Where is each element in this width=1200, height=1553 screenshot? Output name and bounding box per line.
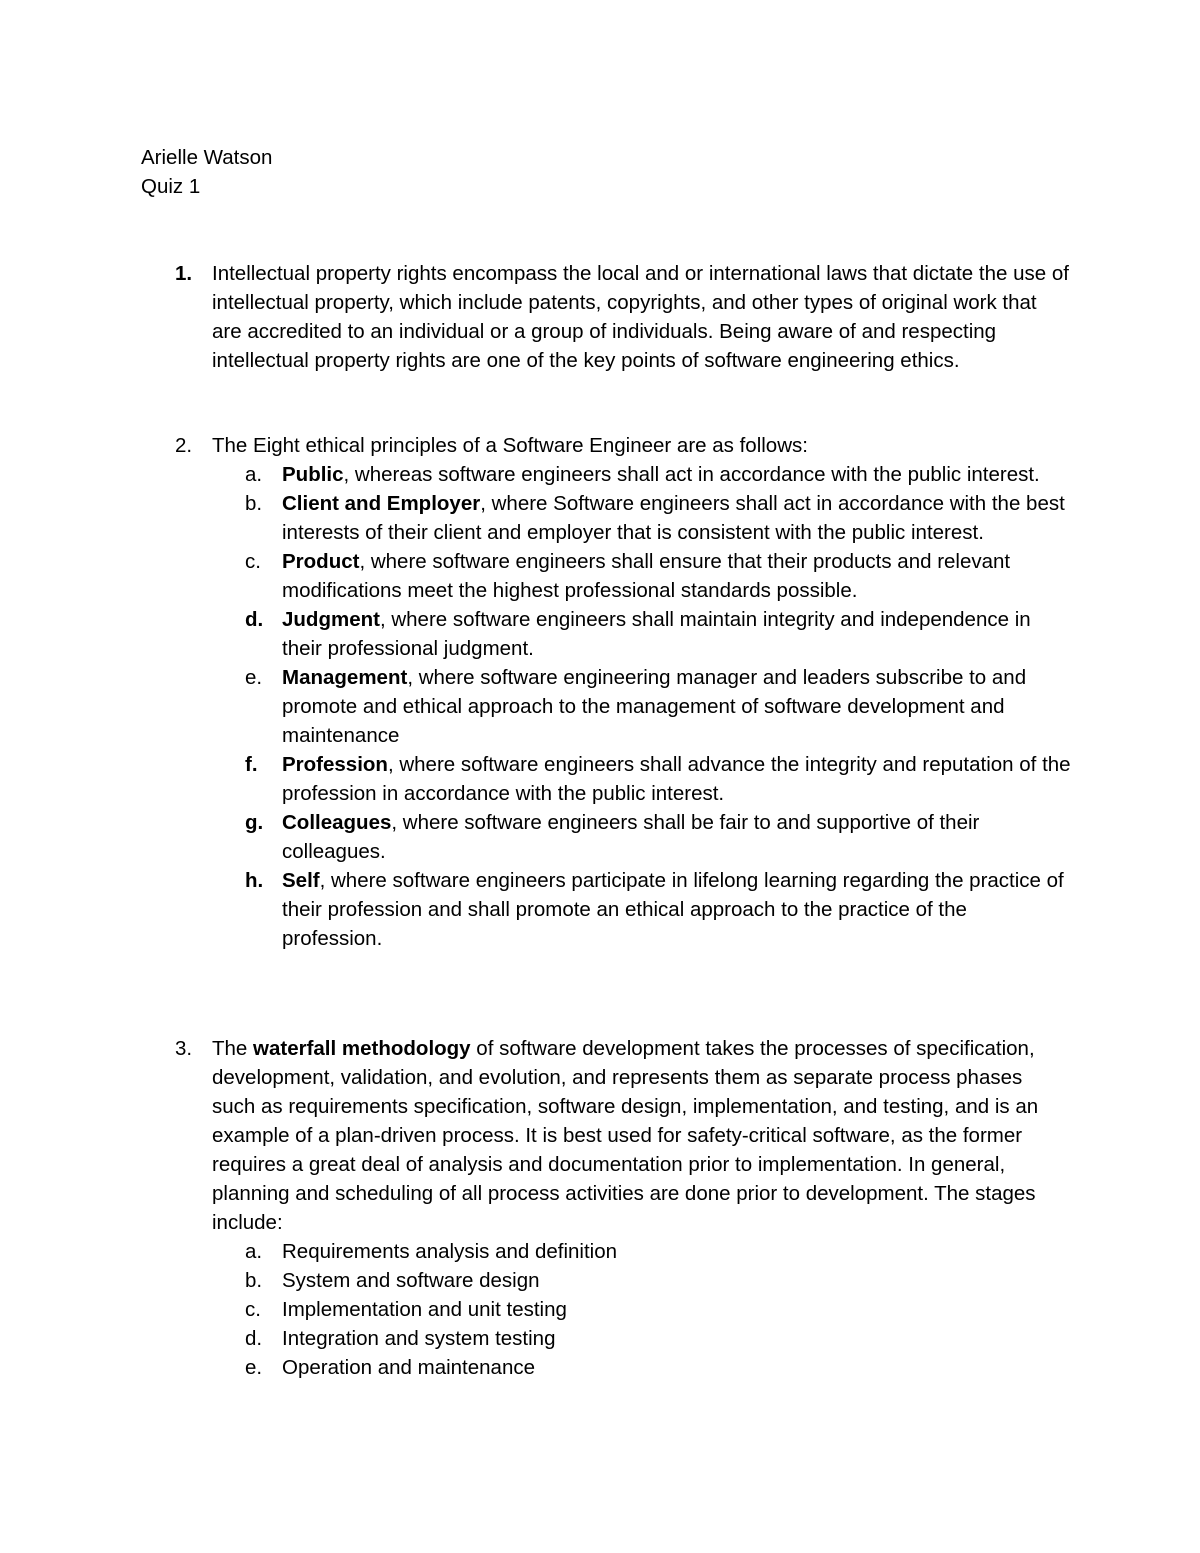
principle-term: Client and Employer [282, 492, 481, 515]
question-number: 2. [175, 434, 193, 457]
stage-text: Implementation and unit testing [282, 1298, 567, 1321]
list-item [141, 460, 1071, 489]
principle-description: , where software engineers shall ensure that their products and relevant modifications meet the highest professional standards possible. [282, 550, 1011, 602]
principle-description: , where software engineers participate in lifelong learning regarding the practice of their profession and shall promote an ethical approach to the practice of the profession. [282, 869, 1064, 950]
question-number: 3. [175, 1037, 193, 1060]
list-letter: b. [245, 492, 263, 515]
principle-term: Self [282, 869, 320, 892]
stage-text: Integration and system testing [282, 1327, 556, 1350]
principle-term: Management [282, 666, 408, 689]
principle-description: , where software engineers shall be fair to and supportive of their colleagues. [282, 811, 980, 863]
list-item [141, 489, 1071, 547]
list-item [141, 1295, 1071, 1324]
list-item [141, 808, 1071, 866]
stage-text: Operation and maintenance [282, 1356, 536, 1379]
stage-text: Requirements analysis and definition [282, 1240, 618, 1263]
question-2 [141, 431, 1071, 953]
principle-term: Profession [282, 753, 388, 776]
list-item [141, 1353, 1071, 1382]
principle-description: , where software engineers shall advance the integrity and reputation of the profession in accordance with the public interest. [282, 753, 1071, 805]
quiz-title: Quiz 1 [141, 175, 201, 198]
list-item [141, 663, 1071, 750]
principle-description: , where software engineering manager and leaders subscribe to and promote and ethical approach to the management of software development and maintenance [282, 666, 1027, 747]
question-text: of software development takes the processes of specification, development, validation, and evolution, and represents them as separate process phases such as requirements specification, software design, implementation, and testing, and is an example of a plan-driven process. It is best used for safety-critical software, as the former requires a great deal of analysis and documentation prior to implementation. In general, planning and scheduling of all process activities are done prior to development. The stages include: [212, 1037, 1039, 1234]
question-text: The Eight ethical principles of a Software Engineer are as follows: [212, 434, 808, 457]
question-number: 1. [175, 262, 193, 285]
stages-list [141, 1237, 1071, 1382]
principle-description: , where Software engineers shall act in accordance with the best interests of their client and employer that is consistent with the public interest. [282, 492, 1065, 544]
document-header [141, 143, 272, 201]
question-1 [141, 259, 1071, 375]
principle-term: Product [282, 550, 360, 573]
list-letter: c. [245, 1298, 261, 1321]
list-letter: a. [245, 1240, 263, 1263]
list-letter: d. [245, 608, 264, 631]
question-3 [141, 1034, 1071, 1382]
list-letter: h. [245, 869, 264, 892]
question-text-prefix: The [212, 1037, 254, 1060]
list-letter: d. [245, 1327, 263, 1350]
principles-list [141, 460, 1071, 953]
principle-term: Judgment [282, 608, 380, 631]
list-letter: a. [245, 463, 263, 486]
list-letter: e. [245, 1356, 263, 1379]
principle-description: , where software engineers shall maintain integrity and independence in their professional judgment. [282, 608, 1031, 660]
list-item [141, 1237, 1071, 1266]
list-letter: b. [245, 1269, 263, 1292]
list-letter: g. [245, 811, 264, 834]
list-item [141, 1324, 1071, 1353]
list-item [141, 605, 1071, 663]
list-letter: c. [245, 550, 261, 573]
list-item [141, 866, 1071, 953]
principle-description: , whereas software engineers shall act in accordance with the public interest. [343, 463, 1040, 486]
list-item [141, 547, 1071, 605]
author-name: Arielle Watson [141, 146, 273, 169]
stage-text: System and software design [282, 1269, 540, 1292]
list-item [141, 750, 1071, 808]
question-text: Intellectual property rights encompass the local and or international laws that dictate the use of intellectual property, which include patents, copyrights, and other types of original work that are accredited to an individual or a group of individuals. Being aware of and respecting intellectual property rights are one of the key points of software engineering ethics. [212, 262, 1069, 372]
list-item [141, 1266, 1071, 1295]
question-term: waterfall methodology [253, 1037, 471, 1060]
principle-term: Colleagues [282, 811, 392, 834]
principle-term: Public [282, 463, 344, 486]
list-letter: e. [245, 666, 263, 689]
list-letter: f. [245, 753, 258, 776]
